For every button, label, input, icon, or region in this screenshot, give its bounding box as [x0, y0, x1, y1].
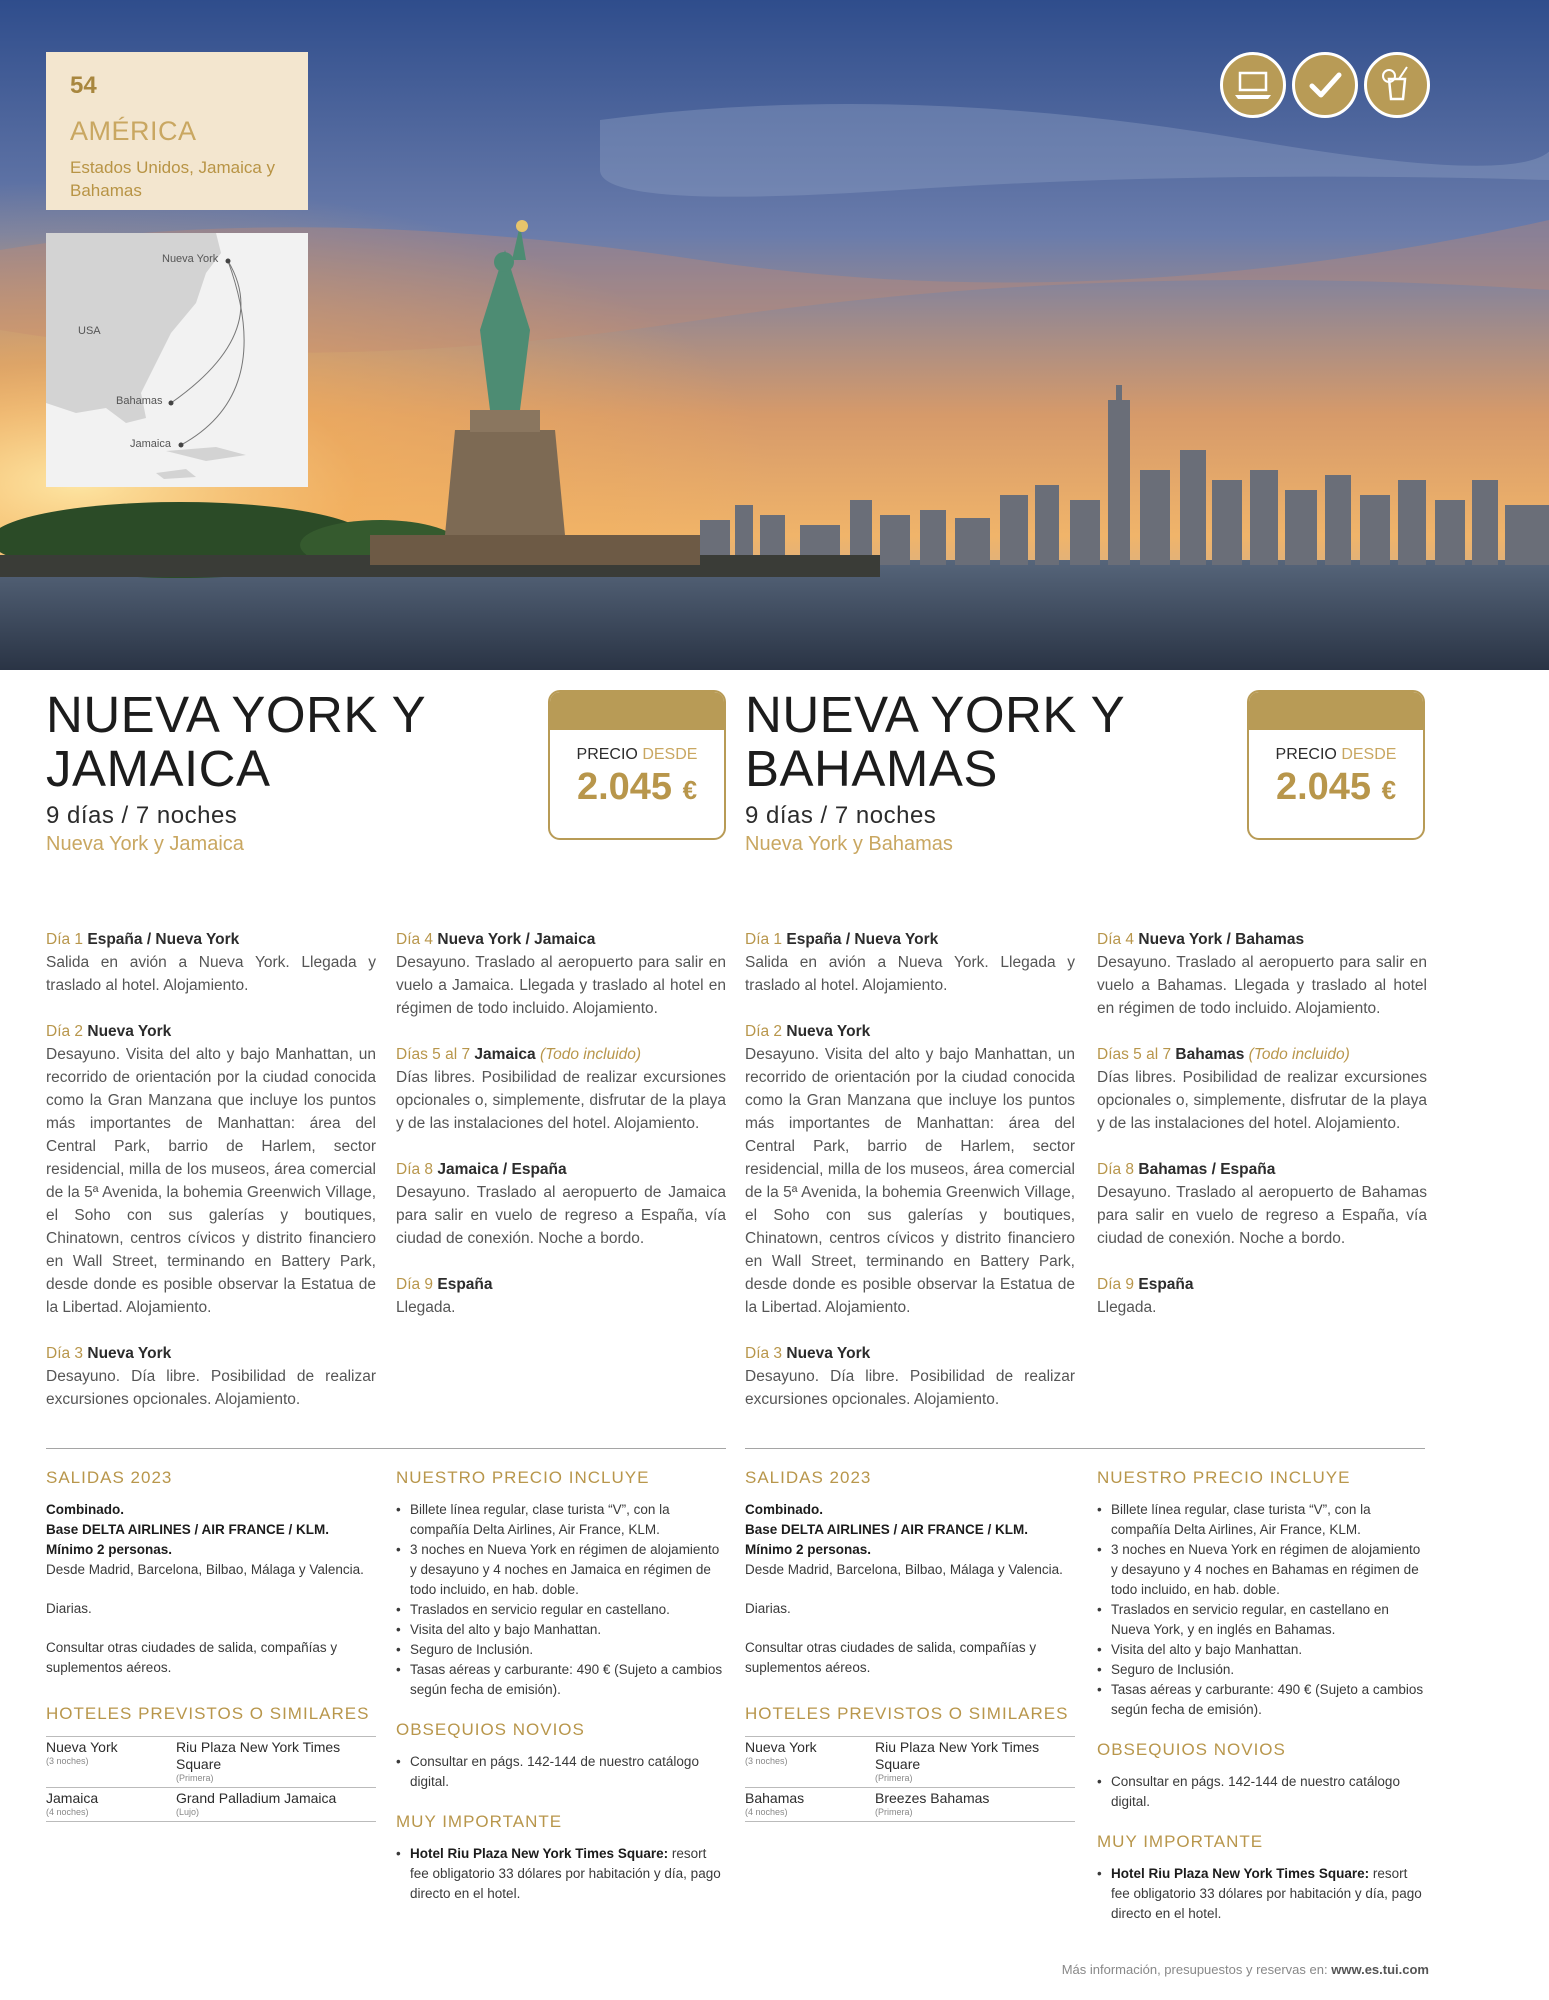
hotel-name — [875, 1788, 1075, 1822]
day-label: Día 1 — [46, 931, 84, 948]
itinerary-day — [1097, 1273, 1427, 1319]
incluye-list — [396, 1500, 726, 1700]
trip-2-itinerary-right — [1097, 928, 1427, 1342]
footer-link[interactable]: www.es.tui.com — [1331, 1962, 1429, 1977]
hotel-name — [875, 1737, 1075, 1788]
list-item: • Billete línea regular, clase turista “V”, con la compañía Delta Airlines, Air France, KLM. — [1097, 1500, 1427, 1540]
day-title: Bahamas — [1175, 1046, 1245, 1063]
day-label: Día 3 — [46, 1345, 84, 1362]
hotel-name — [176, 1788, 376, 1822]
importante-bold: Hotel Riu Plaza New York Times Square: — [1111, 1866, 1370, 1881]
laptop-icon — [1220, 52, 1286, 118]
trip-1-itinerary-left — [46, 928, 376, 1434]
day-title: Jamaica — [474, 1046, 536, 1063]
list-item: • 3 noches en Nueva York en régimen de alojamiento y desayuno y 4 noches en Jamaica en régimen de todo incluido, en hab. doble. — [396, 1540, 726, 1600]
trip-1-title — [46, 688, 426, 796]
salidas-heading: SALIDAS 2023 — [46, 1468, 173, 1487]
obsequios-heading: OBSEQUIOS NOVIOS — [1097, 1740, 1286, 1759]
day-text: Días libres. Posibilidad de realizar excursiones opcionales o, simplemente, disfrutar de la playa y de las instalaciones del hotel. Alojamiento. — [1097, 1069, 1427, 1132]
hotel-city — [46, 1788, 176, 1822]
hotel-category: (Primera) — [176, 1773, 214, 1783]
salidas-diarias: Diarias. — [745, 1601, 791, 1616]
day-text: Desayuno. Día libre. Posibilidad de realizar excursiones opcionales. Alojamiento. — [745, 1368, 1075, 1408]
day-text: Desayuno. Traslado al aeropuerto para salir en vuelo a Bahamas. Llegada y traslado al hotel en régimen de todo incluido. Alojamiento. — [1097, 954, 1427, 1017]
itinerary-day — [1097, 928, 1427, 1020]
price-amount: 2.045 — [1275, 766, 1372, 808]
trip-2-salidas-hoteles — [745, 1468, 1075, 1822]
day-text: Días libres. Posibilidad de realizar excursiones opcionales o, simplemente, disfrutar de la playa y de las instalaciones del hotel. Alojamiento. — [396, 1069, 726, 1132]
day-text: Desayuno. Visita del alto y bajo Manhattan, un recorrido de orientación por la ciudad conocida como la Gran Manzana que incluye los puntos más importantes de Manhattan: área del Central Park, barrio de Harlem, sector residencial, milla de los museos, área comercial de la 5ª Avenida, la bohemia Greenwich Village, el Soho con sus galerías y boutiques, Chinatown, centros cívicos y distrito financiero en Wall Street, terminando en Battery Park, desde donde es posible observar la Estatua de la Libertad. Alojamiento. — [46, 1046, 376, 1316]
city-name: Jamaica — [46, 1790, 99, 1806]
table-row — [745, 1737, 1075, 1788]
list-item: • Seguro de Inclusión. — [1097, 1660, 1427, 1680]
salidas-minimo: Mínimo 2 personas. — [46, 1542, 173, 1557]
day-text: Desayuno. Traslado al aeropuerto de Bahamas para salir en vuelo de regreso a España, vía ciudad de conexión. Noche a bordo. — [1097, 1184, 1427, 1247]
hotel-category: (Lujo) — [176, 1807, 200, 1817]
map-label-nueva-york: Nueva York — [162, 253, 219, 265]
region-countries: Estados Unidos, Jamaica y Bahamas — [70, 158, 276, 200]
nights: (3 noches) — [745, 1756, 788, 1766]
day-text: Desayuno. Visita del alto y bajo Manhattan, un recorrido de orientación por la ciudad conocida como la Gran Manzana que incluye los puntos más importantes de Manhattan: área del Central Park, barrio de Harlem, sector residencial, milla de los museos, área comercial de la 5ª Avenida, la bohemia Greenwich Village, el Soho con sus galerías y boutiques, Chinatown, centros cívicos y distrito financiero en Wall Street, terminando en Battery Park, desde donde es posible observar la Estatua de la Libertad. Alojamiento. — [745, 1046, 1075, 1316]
divider — [745, 1448, 1425, 1449]
trip-1-title-line1: NUEVA YORK Y — [46, 686, 427, 743]
itinerary-day — [46, 1342, 376, 1411]
hoteles-heading: HOTELES PREVISTOS O SIMILARES — [745, 1704, 1069, 1723]
table-row — [46, 1788, 376, 1822]
itinerary-day — [46, 928, 376, 997]
day-text: Salida en avión a Nueva York. Llegada y traslado al hotel. Alojamiento. — [745, 954, 1075, 994]
itinerary-day — [396, 1273, 726, 1319]
trip-1-salidas-hoteles — [46, 1468, 376, 1822]
hotel-name — [176, 1737, 376, 1788]
price-value — [1249, 766, 1423, 809]
price-from-text: DESDE — [642, 746, 698, 763]
region-title: AMÉRICA — [70, 116, 197, 146]
day-label: Día 8 — [396, 1161, 434, 1178]
trip-2-title-line2: BAHAMAS — [745, 740, 998, 797]
price-box-bar — [1249, 692, 1423, 730]
day-title: Bahamas / España — [1138, 1161, 1276, 1178]
hotel-city — [745, 1737, 875, 1788]
base-prefix: Base — [46, 1522, 79, 1537]
obsequios-heading: OBSEQUIOS NOVIOS — [396, 1720, 585, 1739]
price-label-text: PRECIO — [576, 746, 638, 763]
nights: (4 noches) — [745, 1807, 788, 1817]
hotel-name-text: Breezes Bahamas — [875, 1790, 990, 1806]
list-item — [1097, 1864, 1427, 1924]
salidas-heading: SALIDAS 2023 — [745, 1468, 872, 1487]
list-item: • Tasas aéreas y carburante: 490 € (Sujeto a cambios según fecha de emisión). — [1097, 1680, 1427, 1720]
price-currency: € — [682, 775, 698, 805]
salidas-diarias: Diarias. — [46, 1601, 92, 1616]
trip-1-itinerary-right — [396, 928, 726, 1342]
map-label-jamaica: Jamaica — [130, 438, 171, 450]
incluye-heading: NUESTRO PRECIO INCLUYE — [396, 1468, 650, 1487]
hotel-city — [46, 1737, 176, 1788]
salidas-combinado: Combinado. — [745, 1502, 823, 1517]
salidas-consultar: Consultar otras ciudades de salida, compañías y suplementos aéreos. — [745, 1640, 1037, 1675]
route-map — [46, 233, 308, 487]
hoteles-heading: HOTELES PREVISTOS O SIMILARES — [46, 1704, 370, 1723]
day-title: España — [437, 1276, 493, 1293]
list-item: • Consultar en págs. 142-144 de nuestro catálogo digital. — [1097, 1772, 1427, 1812]
price-from-text: DESDE — [1341, 746, 1397, 763]
hotels-table — [46, 1736, 376, 1822]
city-name: Bahamas — [745, 1790, 805, 1806]
check-icon — [1292, 52, 1358, 118]
list-item: • Billete línea regular, clase turista “V”, con la compañía Delta Airlines, Air France, KLM. — [396, 1500, 726, 1540]
list-item: • Visita del alto y bajo Manhattan. — [1097, 1640, 1427, 1660]
list-item: • Visita del alto y bajo Manhattan. — [396, 1620, 726, 1640]
trip-2-itinerary-left — [745, 928, 1075, 1434]
day-note: (Todo incluido) — [1248, 1046, 1350, 1063]
itinerary-day — [745, 928, 1075, 997]
salidas-desde: Desde Madrid, Barcelona, Bilbao, Málaga y Valencia. — [745, 1562, 1063, 1577]
hotels-table — [745, 1736, 1075, 1822]
footer-text: Más información, presupuestos y reservas en: — [1061, 1962, 1328, 1977]
price-label — [1249, 746, 1423, 764]
salidas-combinado: Combinado. — [46, 1502, 124, 1517]
day-label: Día 2 — [46, 1023, 84, 1040]
list-item: • Tasas aéreas y carburante: 490 € (Sujeto a cambios según fecha de emisión). — [396, 1660, 726, 1700]
salidas-base — [46, 1520, 376, 1540]
page-number: 54 — [70, 72, 97, 99]
price-label — [550, 746, 724, 764]
day-title: Nueva York — [786, 1345, 871, 1362]
day-title: España / Nueva York — [87, 931, 240, 948]
map-label-usa: USA — [78, 325, 101, 337]
itinerary-day — [745, 1342, 1075, 1411]
day-label: Día 3 — [745, 1345, 783, 1362]
trip-1-incluye — [396, 1468, 726, 1914]
day-title: España — [1138, 1276, 1194, 1293]
day-title: Nueva York — [87, 1023, 172, 1040]
importante-heading: MUY IMPORTANTE — [1097, 1832, 1264, 1851]
day-label: Días 5 al 7 — [1097, 1046, 1172, 1063]
day-label: Día 2 — [745, 1023, 783, 1040]
trip-1-title-line2: JAMAICA — [46, 740, 271, 797]
day-note: (Todo incluido) — [539, 1046, 642, 1063]
hero-photo — [0, 0, 1549, 670]
table-row — [745, 1788, 1075, 1822]
trip-2-duration: 9 días / 7 noches — [745, 802, 937, 829]
trip-2-route: Nueva York y Bahamas — [745, 833, 953, 855]
list-item: • Traslados en servicio regular en castellano. — [396, 1600, 726, 1620]
map-label-bahamas: Bahamas — [116, 395, 163, 407]
day-text: Desayuno. Traslado al aeropuerto de Jamaica para salir en vuelo de regreso a España, vía ciudad de conexión. Noche a bordo. — [396, 1184, 726, 1247]
itinerary-day — [745, 1020, 1075, 1319]
itinerary-day — [46, 1020, 376, 1319]
day-label: Día 4 — [396, 931, 434, 948]
incluye-list — [1097, 1500, 1427, 1720]
trip-2-title-line1: NUEVA YORK Y — [745, 686, 1126, 743]
hotel-name-text: Riu Plaza New York Times Square — [875, 1739, 1040, 1772]
divider — [46, 1448, 726, 1449]
table-row — [46, 1737, 376, 1788]
incluye-heading: NUESTRO PRECIO INCLUYE — [1097, 1468, 1351, 1487]
list-item: • 3 noches en Nueva York en régimen de alojamiento y desayuno y 4 noches en Bahamas en régimen de todo incluido, en hab. doble. — [1097, 1540, 1427, 1600]
footer — [1062, 1962, 1429, 1977]
importante-list — [396, 1844, 726, 1904]
day-title: España / Nueva York — [786, 931, 939, 948]
importante-list — [1097, 1864, 1427, 1924]
day-title: Nueva York / Jamaica — [437, 931, 596, 948]
list-item: • Consultar en págs. 142-144 de nuestro catálogo digital. — [396, 1752, 726, 1792]
importante-heading: MUY IMPORTANTE — [396, 1812, 563, 1831]
salidas-consultar: Consultar otras ciudades de salida, compañías y suplementos aéreos. — [46, 1640, 338, 1675]
day-label: Día 9 — [1097, 1276, 1135, 1293]
day-label: Día 9 — [396, 1276, 434, 1293]
day-text: Llegada. — [1097, 1299, 1157, 1316]
trip-2-incluye — [1097, 1468, 1427, 1934]
hotel-name-text: Riu Plaza New York Times Square — [176, 1739, 341, 1772]
salidas-desde: Desde Madrid, Barcelona, Bilbao, Málaga y Valencia. — [46, 1562, 364, 1577]
list-item — [396, 1844, 726, 1904]
trip-1-duration: 9 días / 7 noches — [46, 802, 238, 829]
trip-2-price-box — [1247, 690, 1425, 840]
day-title: Nueva York — [786, 1023, 871, 1040]
itinerary-day — [1097, 1043, 1427, 1135]
day-title: Jamaica / España — [437, 1161, 567, 1178]
trip-2-title — [745, 688, 1125, 796]
importante-text: resort fee obligatorio 33 dólares por habitación y día, pago directo en el hotel. — [410, 1846, 721, 1901]
importante-bold: Hotel Riu Plaza New York Times Square: — [410, 1846, 669, 1861]
city-name: Nueva York — [46, 1739, 118, 1755]
salidas-base — [745, 1520, 1075, 1540]
city-name: Nueva York — [745, 1739, 817, 1755]
importante-text: resort fee obligatorio 33 dólares por habitación y día, pago directo en el hotel. — [1111, 1866, 1422, 1921]
price-currency: € — [1381, 775, 1397, 805]
salidas-minimo: Mínimo 2 personas. — [745, 1542, 872, 1557]
price-amount: 2.045 — [576, 766, 673, 808]
airlines: DELTA AIRLINES / AIR FRANCE / KLM. — [781, 1522, 1029, 1537]
obsequios-list — [1097, 1772, 1427, 1812]
day-text: Desayuno. Traslado al aeropuerto para salir en vuelo a Jamaica. Llegada y traslado al hotel en régimen de todo incluido. Alojamiento. — [396, 954, 726, 1017]
day-title: Nueva York / Bahamas — [1138, 931, 1305, 948]
obsequios-list — [396, 1752, 726, 1792]
price-label-text: PRECIO — [1275, 746, 1337, 763]
day-text: Llegada. — [396, 1299, 456, 1316]
nights: (3 noches) — [46, 1756, 89, 1766]
day-text: Desayuno. Día libre. Posibilidad de realizar excursiones opcionales. Alojamiento. — [46, 1368, 376, 1408]
hotel-name-text: Grand Palladium Jamaica — [176, 1790, 337, 1806]
price-value — [550, 766, 724, 809]
airlines: DELTA AIRLINES / AIR FRANCE / KLM. — [82, 1522, 330, 1537]
day-label: Día 4 — [1097, 931, 1135, 948]
itinerary-day — [1097, 1158, 1427, 1250]
price-box-bar — [550, 692, 724, 730]
hotel-category: (Primera) — [875, 1807, 913, 1817]
list-item: • Seguro de Inclusión. — [396, 1640, 726, 1660]
itinerary-day — [396, 1043, 726, 1135]
feature-badges — [1220, 52, 1430, 122]
page-tab — [46, 52, 308, 210]
day-title: Nueva York — [87, 1345, 172, 1362]
hotel-city — [745, 1788, 875, 1822]
day-label: Día 1 — [745, 931, 783, 948]
day-label: Día 8 — [1097, 1161, 1135, 1178]
trip-1-route: Nueva York y Jamaica — [46, 833, 244, 855]
hotel-category: (Primera) — [875, 1773, 913, 1783]
cocktail-icon — [1364, 52, 1430, 118]
day-text: Salida en avión a Nueva York. Llegada y traslado al hotel. Alojamiento. — [46, 954, 376, 994]
itinerary-day — [396, 928, 726, 1020]
nights: (4 noches) — [46, 1807, 89, 1817]
day-label: Días 5 al 7 — [396, 1046, 471, 1063]
trip-1-price-box — [548, 690, 726, 840]
base-prefix: Base — [745, 1522, 778, 1537]
list-item: • Traslados en servicio regular, en castellano en Nueva York, y en inglés en Bahamas. — [1097, 1600, 1427, 1640]
itinerary-day — [396, 1158, 726, 1250]
